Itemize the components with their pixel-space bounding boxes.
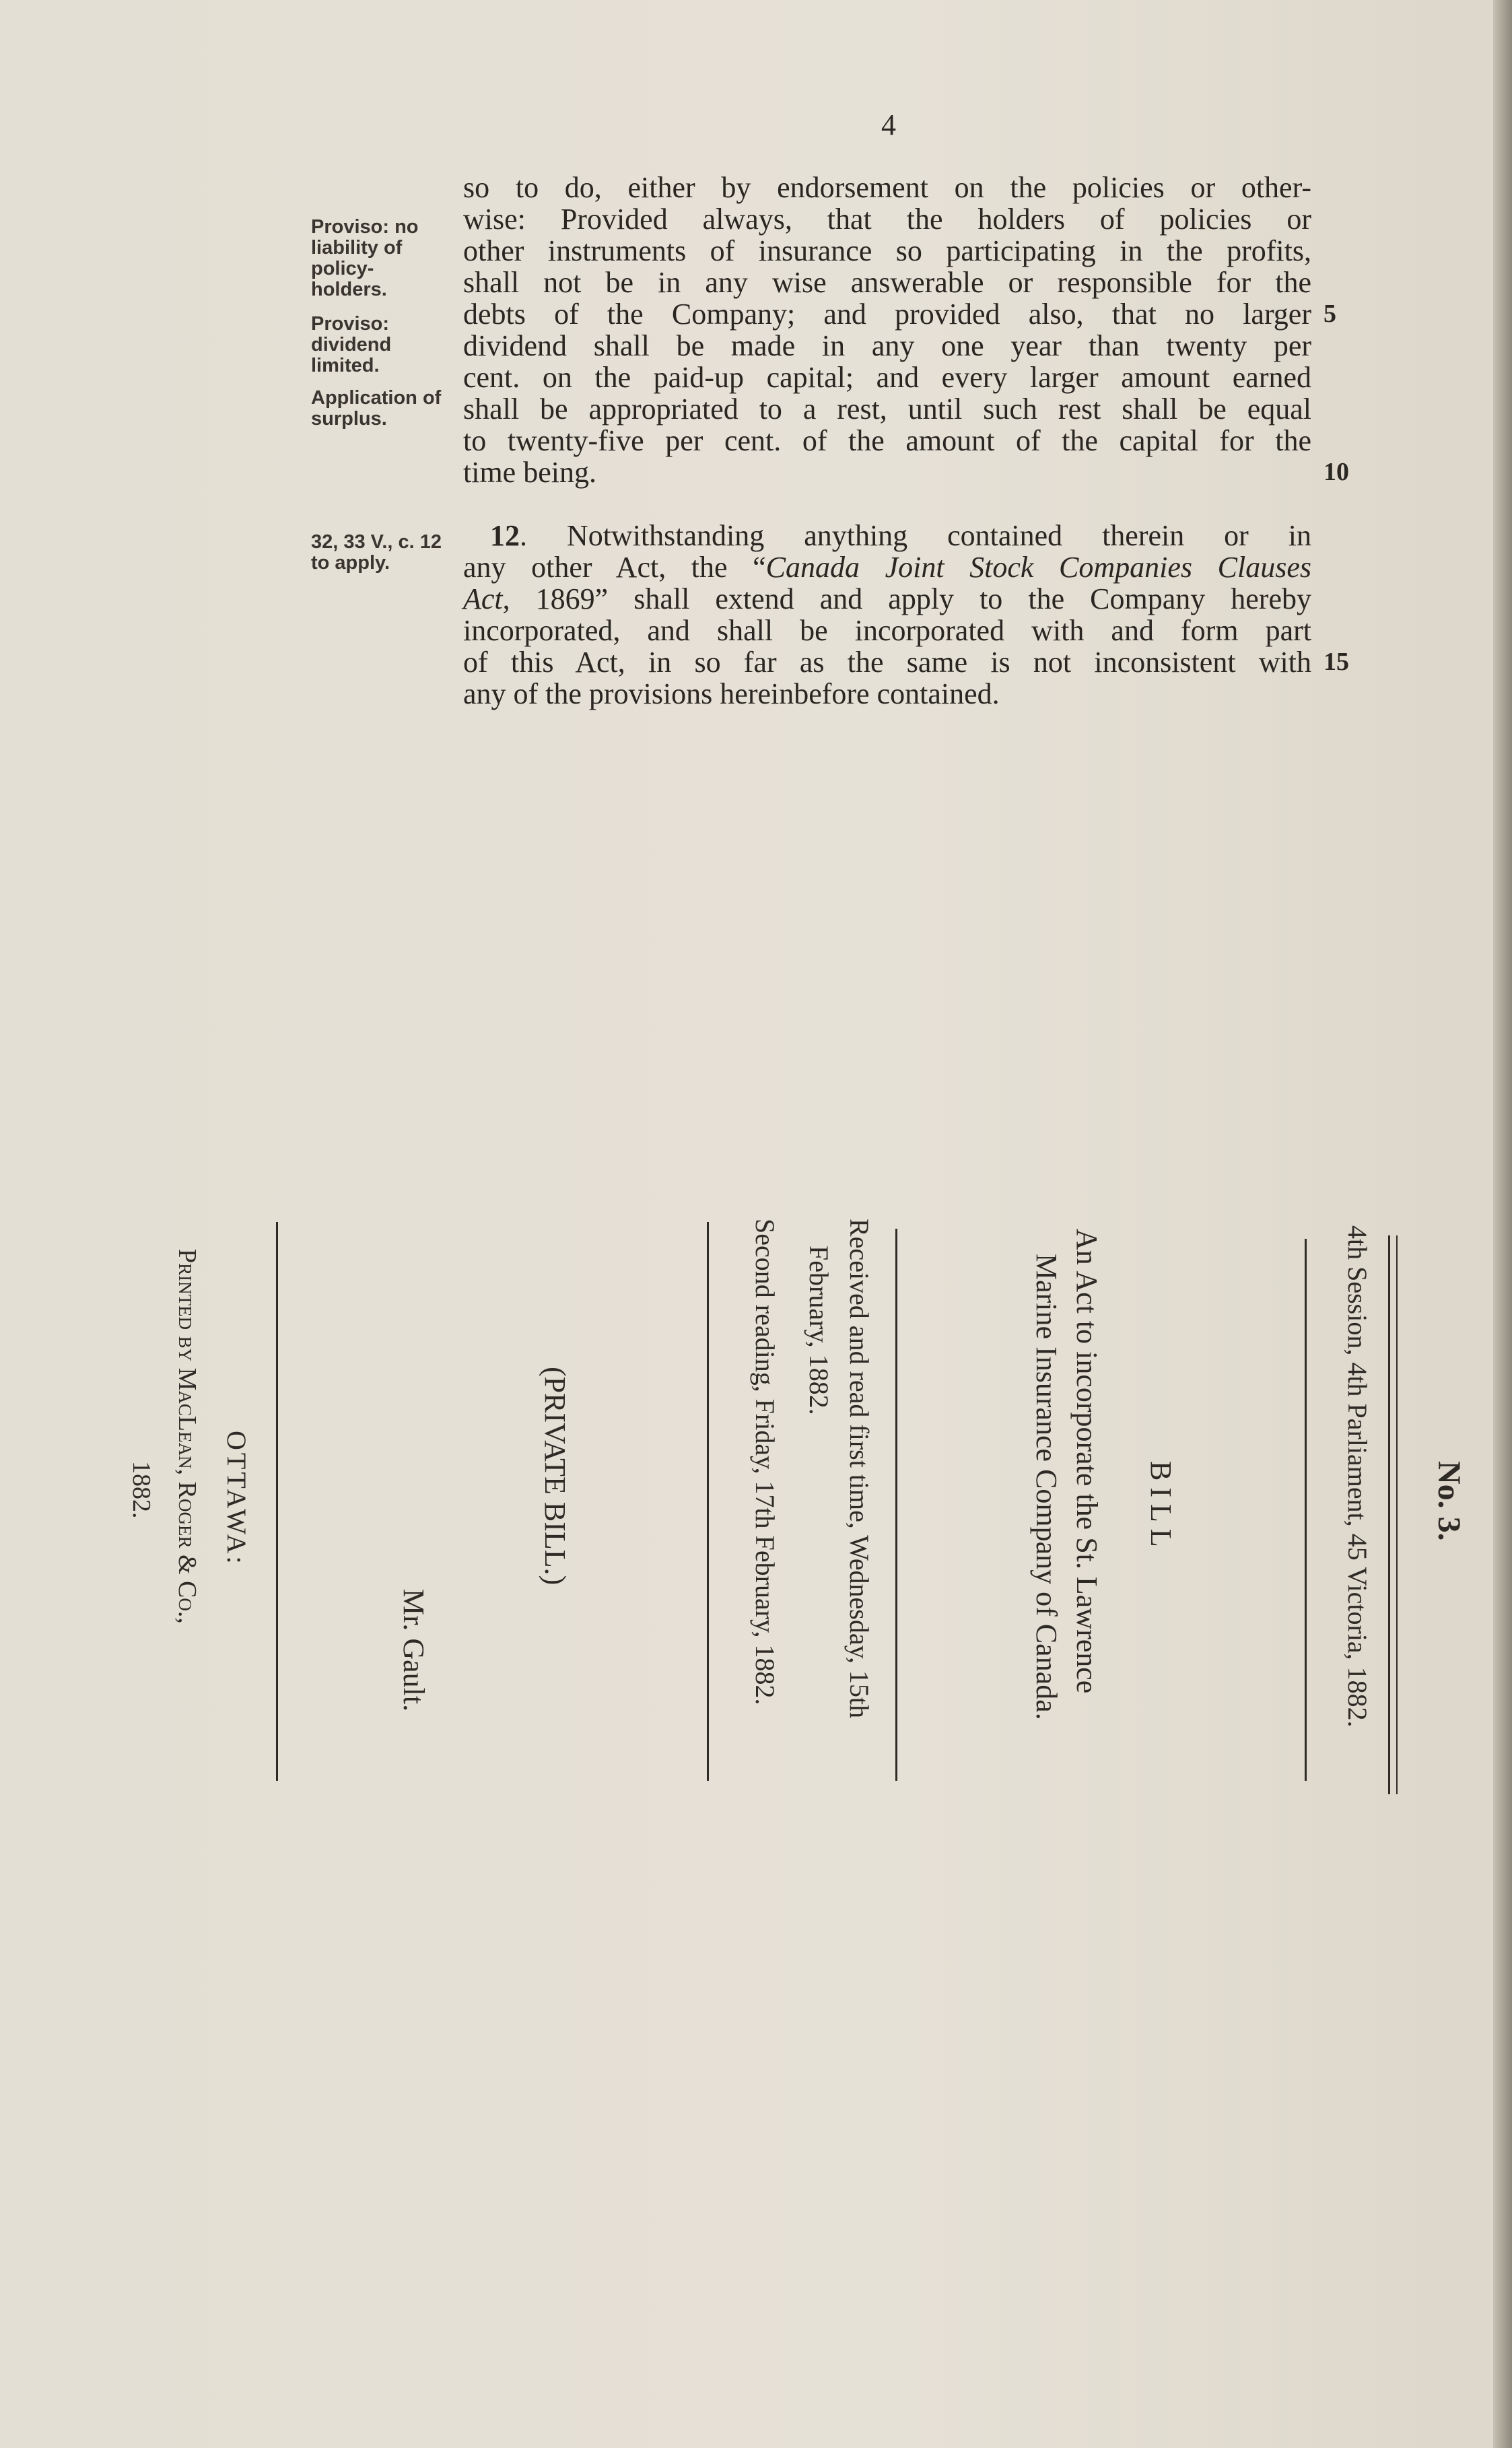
line-number-15: 15: [1324, 648, 1349, 676]
cover-first-reading-line-1: Received and read first time, Wednesday, 15th: [844, 1219, 874, 1719]
cover-first-reading-line-2: February, 1882.: [804, 1246, 834, 1415]
body-line: debts of the Company; and provided also, that no larger: [463, 298, 1311, 331]
line-number-10: 10: [1324, 458, 1349, 486]
cover-rule-double-outer: [1388, 1235, 1390, 1794]
cover-title-line-1: An Act to incorporate the St. Lawrence: [1070, 1229, 1103, 1694]
cover-year: 1882.: [127, 1461, 156, 1519]
cover-session: 4th Session, 4th Parliament, 45 Victoria, 1882.: [1342, 1225, 1373, 1728]
cover-second-reading: Second reading, Friday, 17th February, 1882.: [750, 1219, 780, 1705]
body-line: shall be appropriated to a rest, until such rest shall be equal: [463, 393, 1311, 426]
margin-note-statute-reference: 32, 33 V., c. 12 to apply.: [311, 531, 442, 574]
binding-edge: [1493, 0, 1512, 2448]
cover-rule: [707, 1222, 709, 1781]
body-line: cent. on the paid-up capital; and every larger amount earned: [463, 361, 1311, 394]
margin-note-application-surplus: Application of surplus.: [311, 387, 442, 430]
page-number: 4: [881, 108, 896, 141]
cover-sponsor: Mr. Gault.: [397, 1589, 430, 1712]
cover-private-bill: (PRIVATE BILL.): [539, 1367, 572, 1586]
cover-rule: [276, 1222, 278, 1781]
body-line: shall not be in any wise answerable or responsible for the: [463, 266, 1311, 299]
cover-rule: [895, 1229, 897, 1781]
body-line: wise: Provided always, that the holders of policies or: [463, 203, 1311, 236]
body-line: dividend shall be made in any one year than twenty per: [463, 329, 1311, 362]
cover-place: OTTAWA:: [221, 1431, 252, 1567]
margin-note-proviso-dividend: Proviso: dividend limited.: [311, 313, 392, 376]
body-line: so to do, either by endorsement on the policies or other-: [463, 171, 1311, 204]
cover-rule: [1305, 1239, 1307, 1781]
body-line: time being.: [463, 456, 596, 489]
section-12-line-3: Act, 1869” shall extend and apply to the Company hereby: [463, 582, 1311, 615]
section-12-line-5: of this Act, in so far as the same is not inconsistent with: [463, 646, 1311, 679]
line-number-5: 5: [1324, 300, 1336, 328]
section-12-line-6: any of the provisions hereinbefore contained.: [463, 677, 1000, 710]
cover-bill-number: No. 3.: [1431, 1461, 1467, 1541]
body-line: to twenty-five per cent. of the amount of the capital for the: [463, 424, 1311, 457]
cover-rule-double-inner: [1396, 1235, 1398, 1794]
section-12-line-4: incorporated, and shall be incorporated with and form part: [463, 614, 1311, 647]
body-line: other instruments of insurance so participating in the profits,: [463, 234, 1311, 267]
section-12-line-1: 12. Notwithstanding anything contained therein or in: [490, 519, 1311, 552]
cover-printer: Printed by MacLean, Roger & Co.,: [173, 1249, 201, 1624]
cover-title-line-2: Marine Insurance Company of Canada.: [1030, 1254, 1063, 1720]
section-12-line-2: any other Act, the “Canada Joint Stock Companies Clauses: [463, 551, 1311, 584]
margin-note-proviso-liability: Proviso: no liability of policy-holders.: [311, 216, 419, 300]
section-number: 12: [490, 519, 520, 552]
cover-heading: BILL: [1144, 1461, 1177, 1554]
